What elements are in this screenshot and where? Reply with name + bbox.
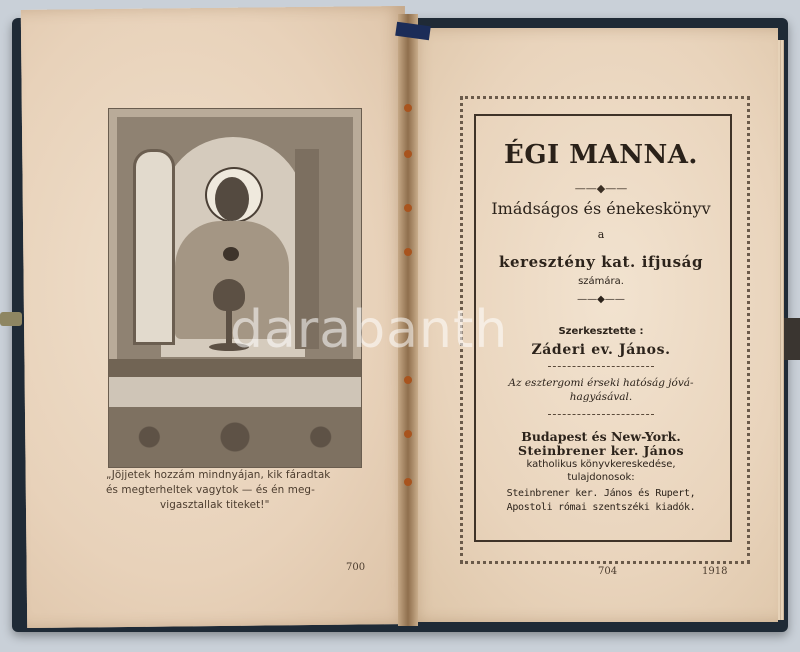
editor-label: Szerkesztette : <box>558 326 644 337</box>
altar-top <box>109 359 361 377</box>
owners-line: Apostoli római szentszéki kiadók. <box>506 502 696 513</box>
caption-line: vigasztallak titeket!" <box>160 499 270 511</box>
altar-window <box>133 149 175 345</box>
subtitle-connector: a <box>597 228 605 241</box>
divider <box>548 366 654 367</box>
caption-line: és megterheltek vagytok — és én meg- <box>106 484 315 496</box>
subtitle-line: Imádságos és énekeskönyv <box>491 199 711 218</box>
binding-stitch <box>404 204 412 212</box>
illustration-caption <box>106 468 368 513</box>
ornament-icon: ——◆—— <box>577 294 625 305</box>
binding-stitch <box>404 376 412 384</box>
left-page-number: 700 <box>346 562 366 573</box>
altar-front <box>109 407 361 467</box>
altar-cloth <box>109 377 361 407</box>
subtitle-line: számára. <box>578 276 624 287</box>
publisher-name: Steinbrener ker. János <box>518 443 684 458</box>
book-title: ÉGI MANNA. <box>504 140 698 170</box>
approval-line: hagyásával. <box>569 391 633 403</box>
figure-head <box>215 177 249 221</box>
ornament-icon: ——◆—— <box>574 182 628 195</box>
year-stamp: 1918 <box>702 566 728 577</box>
book-clasp-left <box>0 312 22 326</box>
binding-stitch <box>404 430 412 438</box>
sacred-heart-icon <box>223 247 239 261</box>
watermark: darabanth <box>230 300 509 360</box>
binding-stitch <box>404 478 412 486</box>
right-page-number: 704 <box>598 566 618 577</box>
publisher-city: Budapest és New-York. <box>521 429 681 444</box>
publisher-description: tulajdonosok: <box>567 472 635 483</box>
owners-line: Steinbrener ker. János és Rupert, <box>506 488 696 499</box>
sacred-heart-illustration <box>108 108 362 468</box>
binding-stitch <box>404 248 412 256</box>
editor-name: Záderi ev. János. <box>531 342 671 358</box>
approval-line: Az esztergomi érseki hatóság jóvá- <box>508 377 694 389</box>
divider <box>548 414 654 415</box>
caption-line: „Jöjjetek hozzám mindnyájan, kik fáradtak <box>106 469 331 481</box>
approval-note <box>474 376 728 404</box>
binding-stitch <box>404 150 412 158</box>
publisher-description: katholikus könyvkereskedése, <box>526 459 676 470</box>
subtitle-line: keresztény kat. ifjuság <box>498 253 704 271</box>
binding-stitch <box>404 104 412 112</box>
